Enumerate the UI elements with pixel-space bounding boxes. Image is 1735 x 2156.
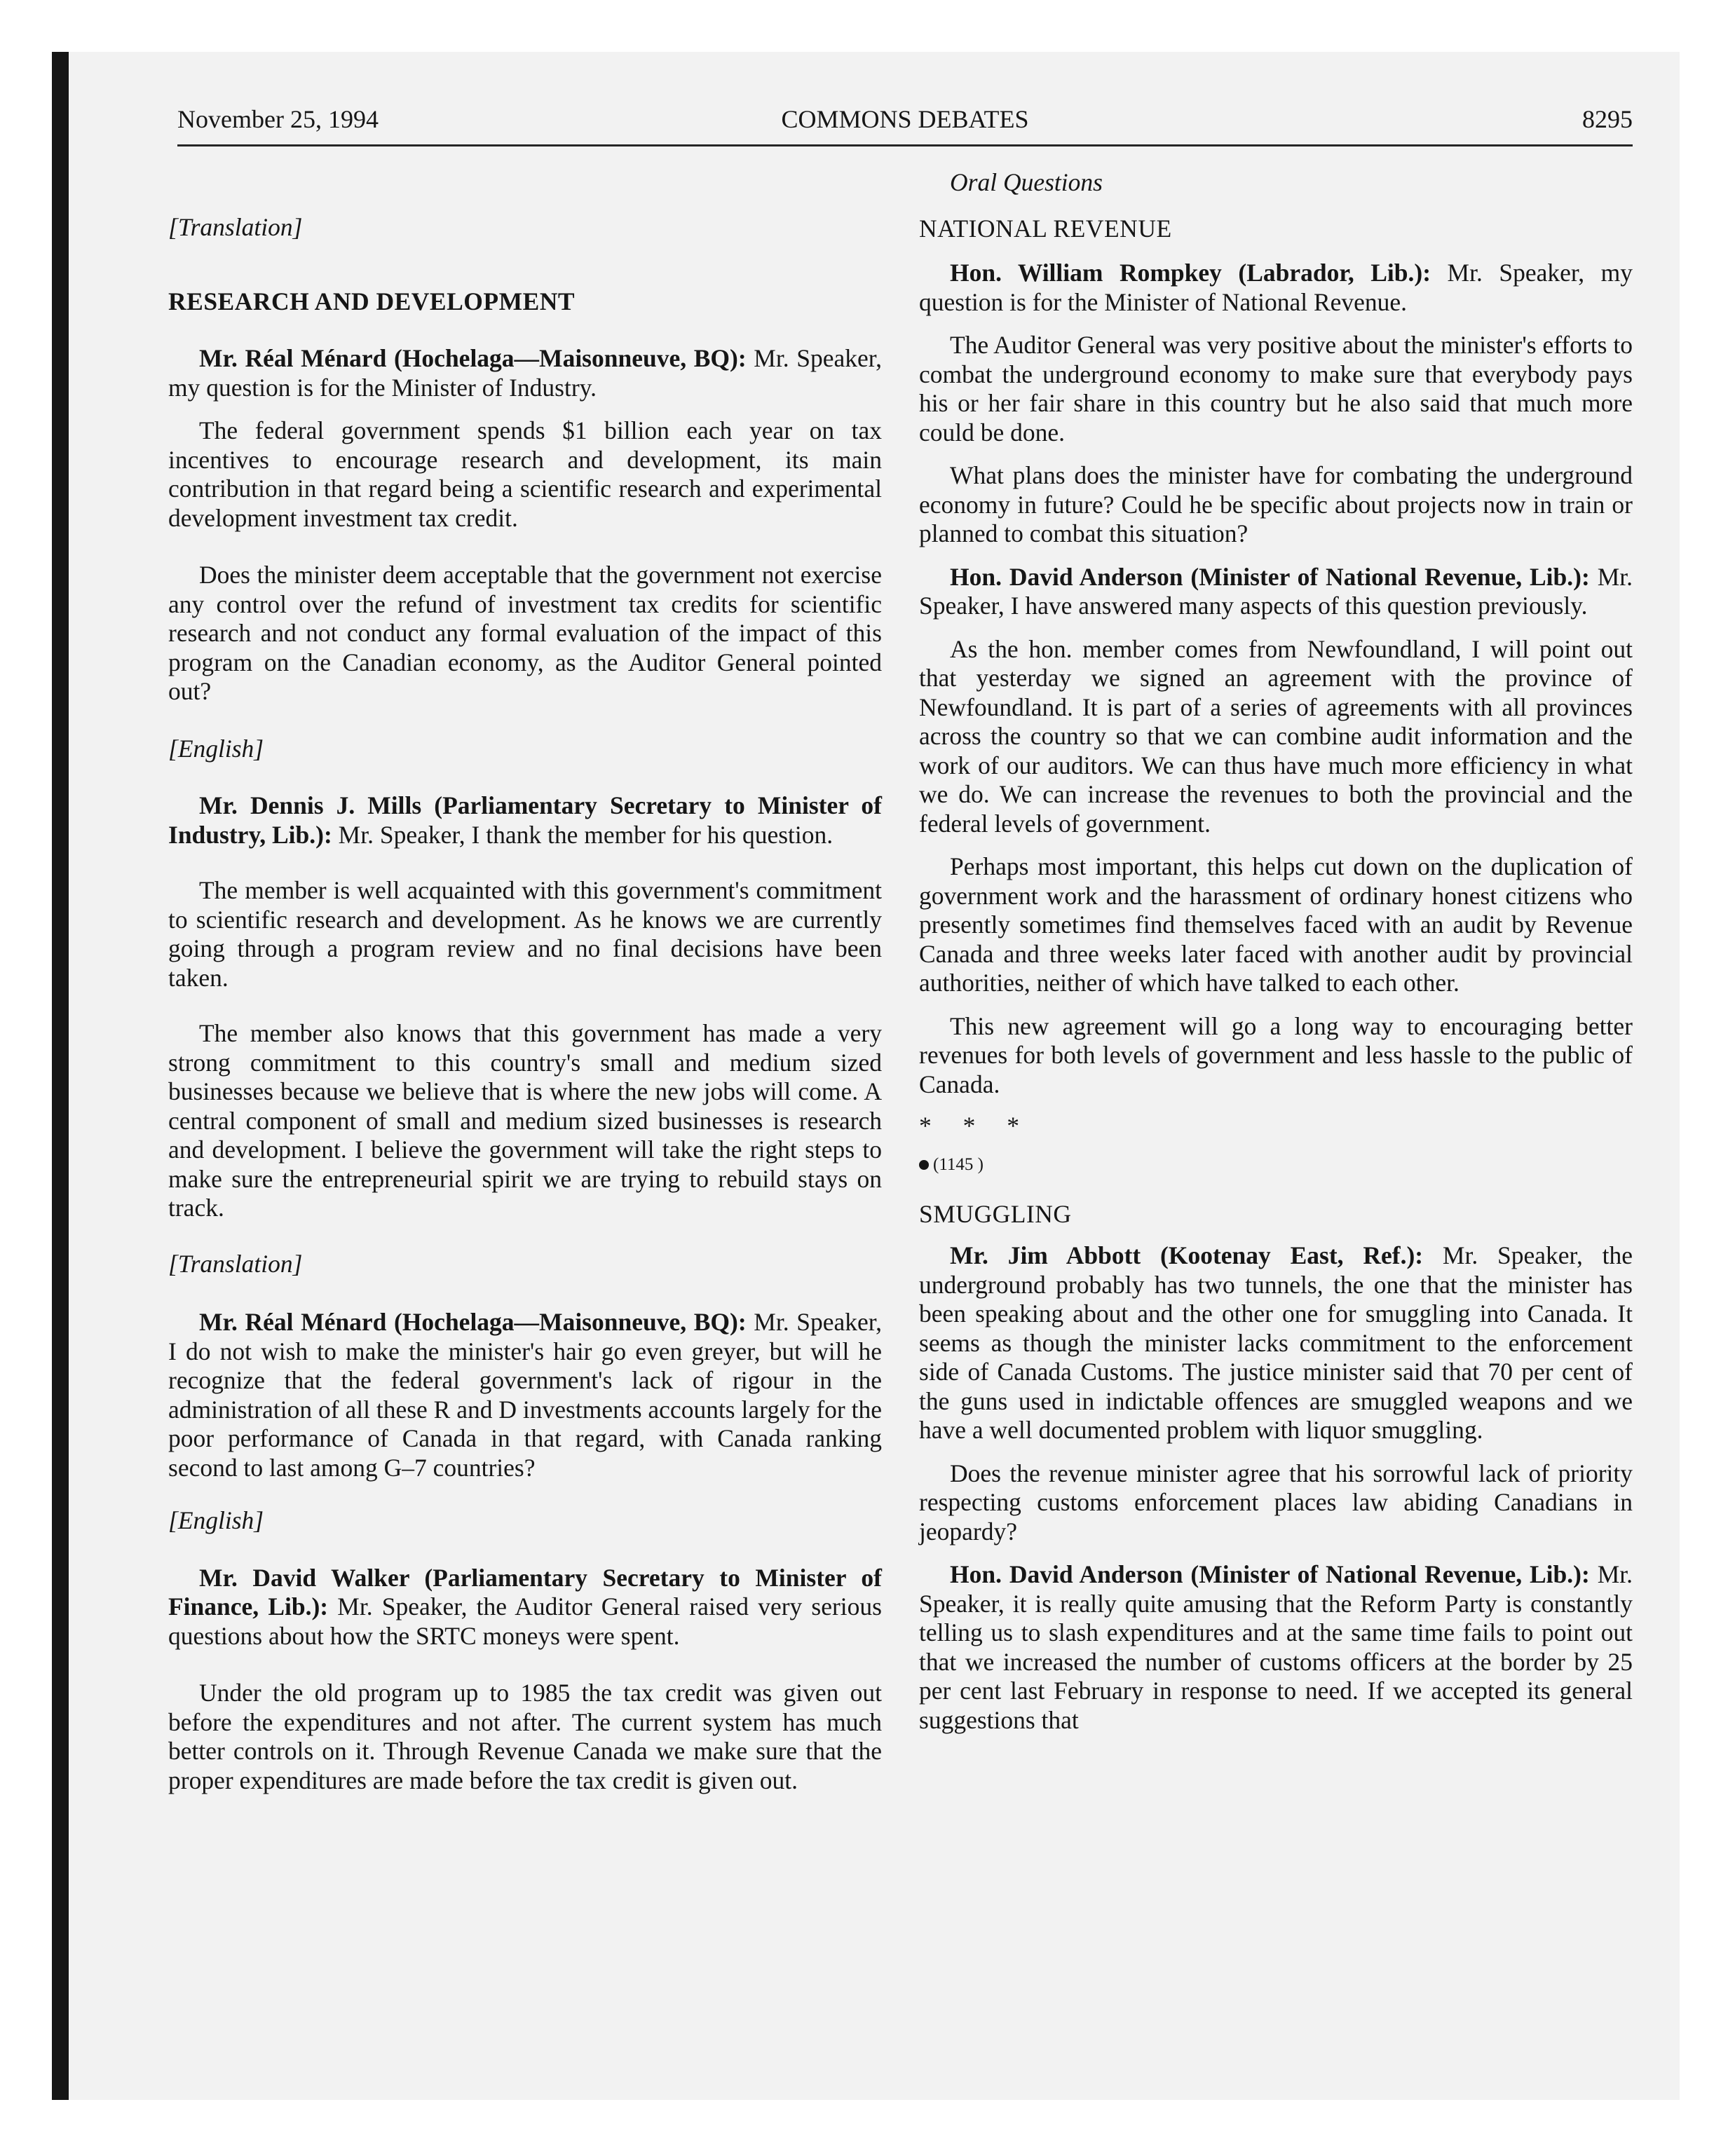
paragraph-menard-question	[168, 344, 882, 402]
paragraph-text: Perhaps most important, this helps cut down on the duplication of government work and the harassment of ordinary honest citizens who presently sometimes find themselves faced with an audit by Revenue Canada and three weeks later faced with another audit by provincial authorities, neither of which have talked to each other.	[919, 852, 1633, 997]
section-heading-research-development: RESEARCH AND DEVELOPMENT	[168, 287, 576, 315]
time-marker	[919, 1154, 1633, 1176]
translation-marker: [Translation]	[168, 213, 303, 241]
english-marker: [English]	[168, 734, 264, 763]
speech-text: Mr. Speaker, I have answered many aspects of this question previously.	[919, 562, 1633, 620]
section-title-oral-questions: Oral Questions	[950, 168, 1103, 196]
paragraph-text: The member also knows that this government has made a very strong commitment to this country's small and medium sized businesses because we believe that is where the new jobs will come. A central component of small and medium sized businesses is research and development. I believe the government will take the right steps to make sure the entrepreneurial spirit we are trying to rebuild stays on track.	[168, 1019, 882, 1222]
speaker-name: Mr. Réal Ménard (Hochelaga—Maisonneuve, BQ):	[199, 344, 747, 372]
paragraph-menard-supplementary	[168, 1308, 882, 1482]
left-column	[168, 168, 882, 1810]
paragraph-text: The federal government spends $1 billion each year on tax incentives to encourage research and development, its main contribution in that regard being a scientific research and experimental development investment tax credit.	[168, 416, 882, 532]
speaker-name: Mr. Jim Abbott (Kootenay East, Ref.):	[950, 1241, 1424, 1269]
header-date: November 25, 1994	[177, 105, 379, 133]
paragraph-text: Under the old program up to 1985 the tax credit was given out before the expenditures and not after. The current system has much better controls on it. Through Revenue Canada we make sure that the proper expenditures are made before the tax credit is given out.	[168, 1679, 882, 1794]
speech-text: Mr. Speaker, my question is for the Minister of National Revenue.	[919, 259, 1633, 316]
paragraph-abbott-question	[919, 1241, 1633, 1445]
header-page-number: 8295	[1582, 105, 1633, 133]
paragraph-walker-answer	[168, 1564, 882, 1651]
paragraph-text: As the hon. member comes from Newfoundland, I will point out that yesterday we signed an agreement with the province of Newfoundland. It is part of a series of agreements with all provinces across the country so that we can combine audit information and the work of our auditors. We can thus have much more efficiency in what we do. We can increase the revenues to both the provincial and the federal levels of government.	[919, 634, 1633, 838]
paragraph-anderson-answer	[919, 563, 1633, 621]
time-marker-text: (1145 )	[933, 1154, 984, 1174]
speaker-name: Hon. William Rompkey (Labrador, Lib.):	[950, 259, 1431, 287]
right-column	[919, 168, 1633, 1749]
section-separator-stars: * * *	[919, 1112, 1032, 1140]
header-rule	[177, 144, 1633, 146]
speech-text: Mr. Speaker, my question is for the Minister of Industry.	[168, 344, 883, 402]
speech-text: Mr. Speaker, the underground probably has two tunnels, the one that the minister has been speaking about and the other one for smuggling into Canada. It seems as though the minister lacks commitment to the enforcement side of Canada Customs. The justice minister said that 70 per cent of the guns used in indictable offences are smuggled weapons and we have a well documented problem with liquor smuggling.	[919, 1241, 1633, 1444]
paragraph-text: What plans does the minister have for combating the underground economy in future? Could he be specific about projects now in train or planned to combat this situation?	[919, 461, 1633, 547]
speaker-name: Mr. Réal Ménard (Hochelaga—Maisonneuve, BQ):	[199, 1308, 747, 1336]
paragraph-text: The member is well acquainted with this government's commitment to scientific research and development. As he knows we are currently going through a program review and no final decisions have been taken.	[168, 876, 882, 992]
speech-text: Mr. Speaker, I do not wish to make the minister's hair go even greyer, but will he recognize that the federal government's lack of rigour in the administration of all these R and D investments accounts largely for the poor performance of Canada in that regard, with Canada ranking second to last among G–7 countries?	[168, 1308, 883, 1482]
paragraph-text: This new agreement will go a long way to encouraging better revenues for both levels of government and less hassle to the public of Canada.	[919, 1011, 1633, 1098]
scan-binding-edge	[52, 52, 69, 2100]
speaker-name: Mr. Dennis J. Mills (Parliamentary Secretary to Minister of Industry, Lib.):	[168, 791, 882, 849]
section-heading-national-revenue: NATIONAL REVENUE	[919, 214, 1172, 243]
english-marker: [English]	[168, 1506, 264, 1534]
speech-text: Mr. Speaker, I thank the member for his question.	[332, 820, 834, 849]
section-heading-smuggling: SMUGGLING	[919, 1199, 1072, 1228]
paragraph-anderson-smuggling-answer	[919, 1560, 1633, 1735]
speech-text: Mr. Speaker, it is really quite amusing that the Reform Party is constantly telling us to slash expenditures and at the same time fails to point out that we increased the number of customs officers at the border by 25 per cent last February in response to need. If we accepted its general suggestions that	[919, 1560, 1633, 1734]
paragraph-text: Does the minister deem acceptable that the government not exercise any control over the refund of investment tax credits for scientific research and not conduct any formal evaluation of the impact of this program on the Canadian economy, as the Auditor General pointed out?	[168, 561, 882, 705]
paragraph-mills-answer	[168, 791, 882, 850]
speaker-name: Hon. David Anderson (Minister of National Revenue, Lib.):	[950, 1560, 1590, 1588]
speech-text: Mr. Speaker, the Auditor General raised very serious questions about how the SRTC moneys were spent.	[168, 1592, 882, 1650]
header-journal-title: COMMONS DEBATES	[781, 105, 1029, 133]
speaker-name: Mr. David Walker (Parliamentary Secretary to Minister of Finance, Lib.):	[168, 1563, 882, 1621]
translation-marker: [Translation]	[168, 1249, 303, 1278]
paragraph-text: The Auditor General was very positive about the minister's efforts to combat the underground economy to make sure that everybody pays his or her fair share in this country but he also said that much more could be done.	[919, 331, 1633, 446]
bullet-icon	[919, 1160, 929, 1170]
speaker-name: Hon. David Anderson (Minister of National Revenue, Lib.):	[950, 562, 1590, 591]
page-header	[177, 102, 1633, 144]
paragraph-rompkey-question	[919, 259, 1633, 317]
paragraph-text: Does the revenue minister agree that his sorrowful lack of priority respecting customs enforcement places law abiding Canadians in jeopardy?	[919, 1459, 1633, 1546]
